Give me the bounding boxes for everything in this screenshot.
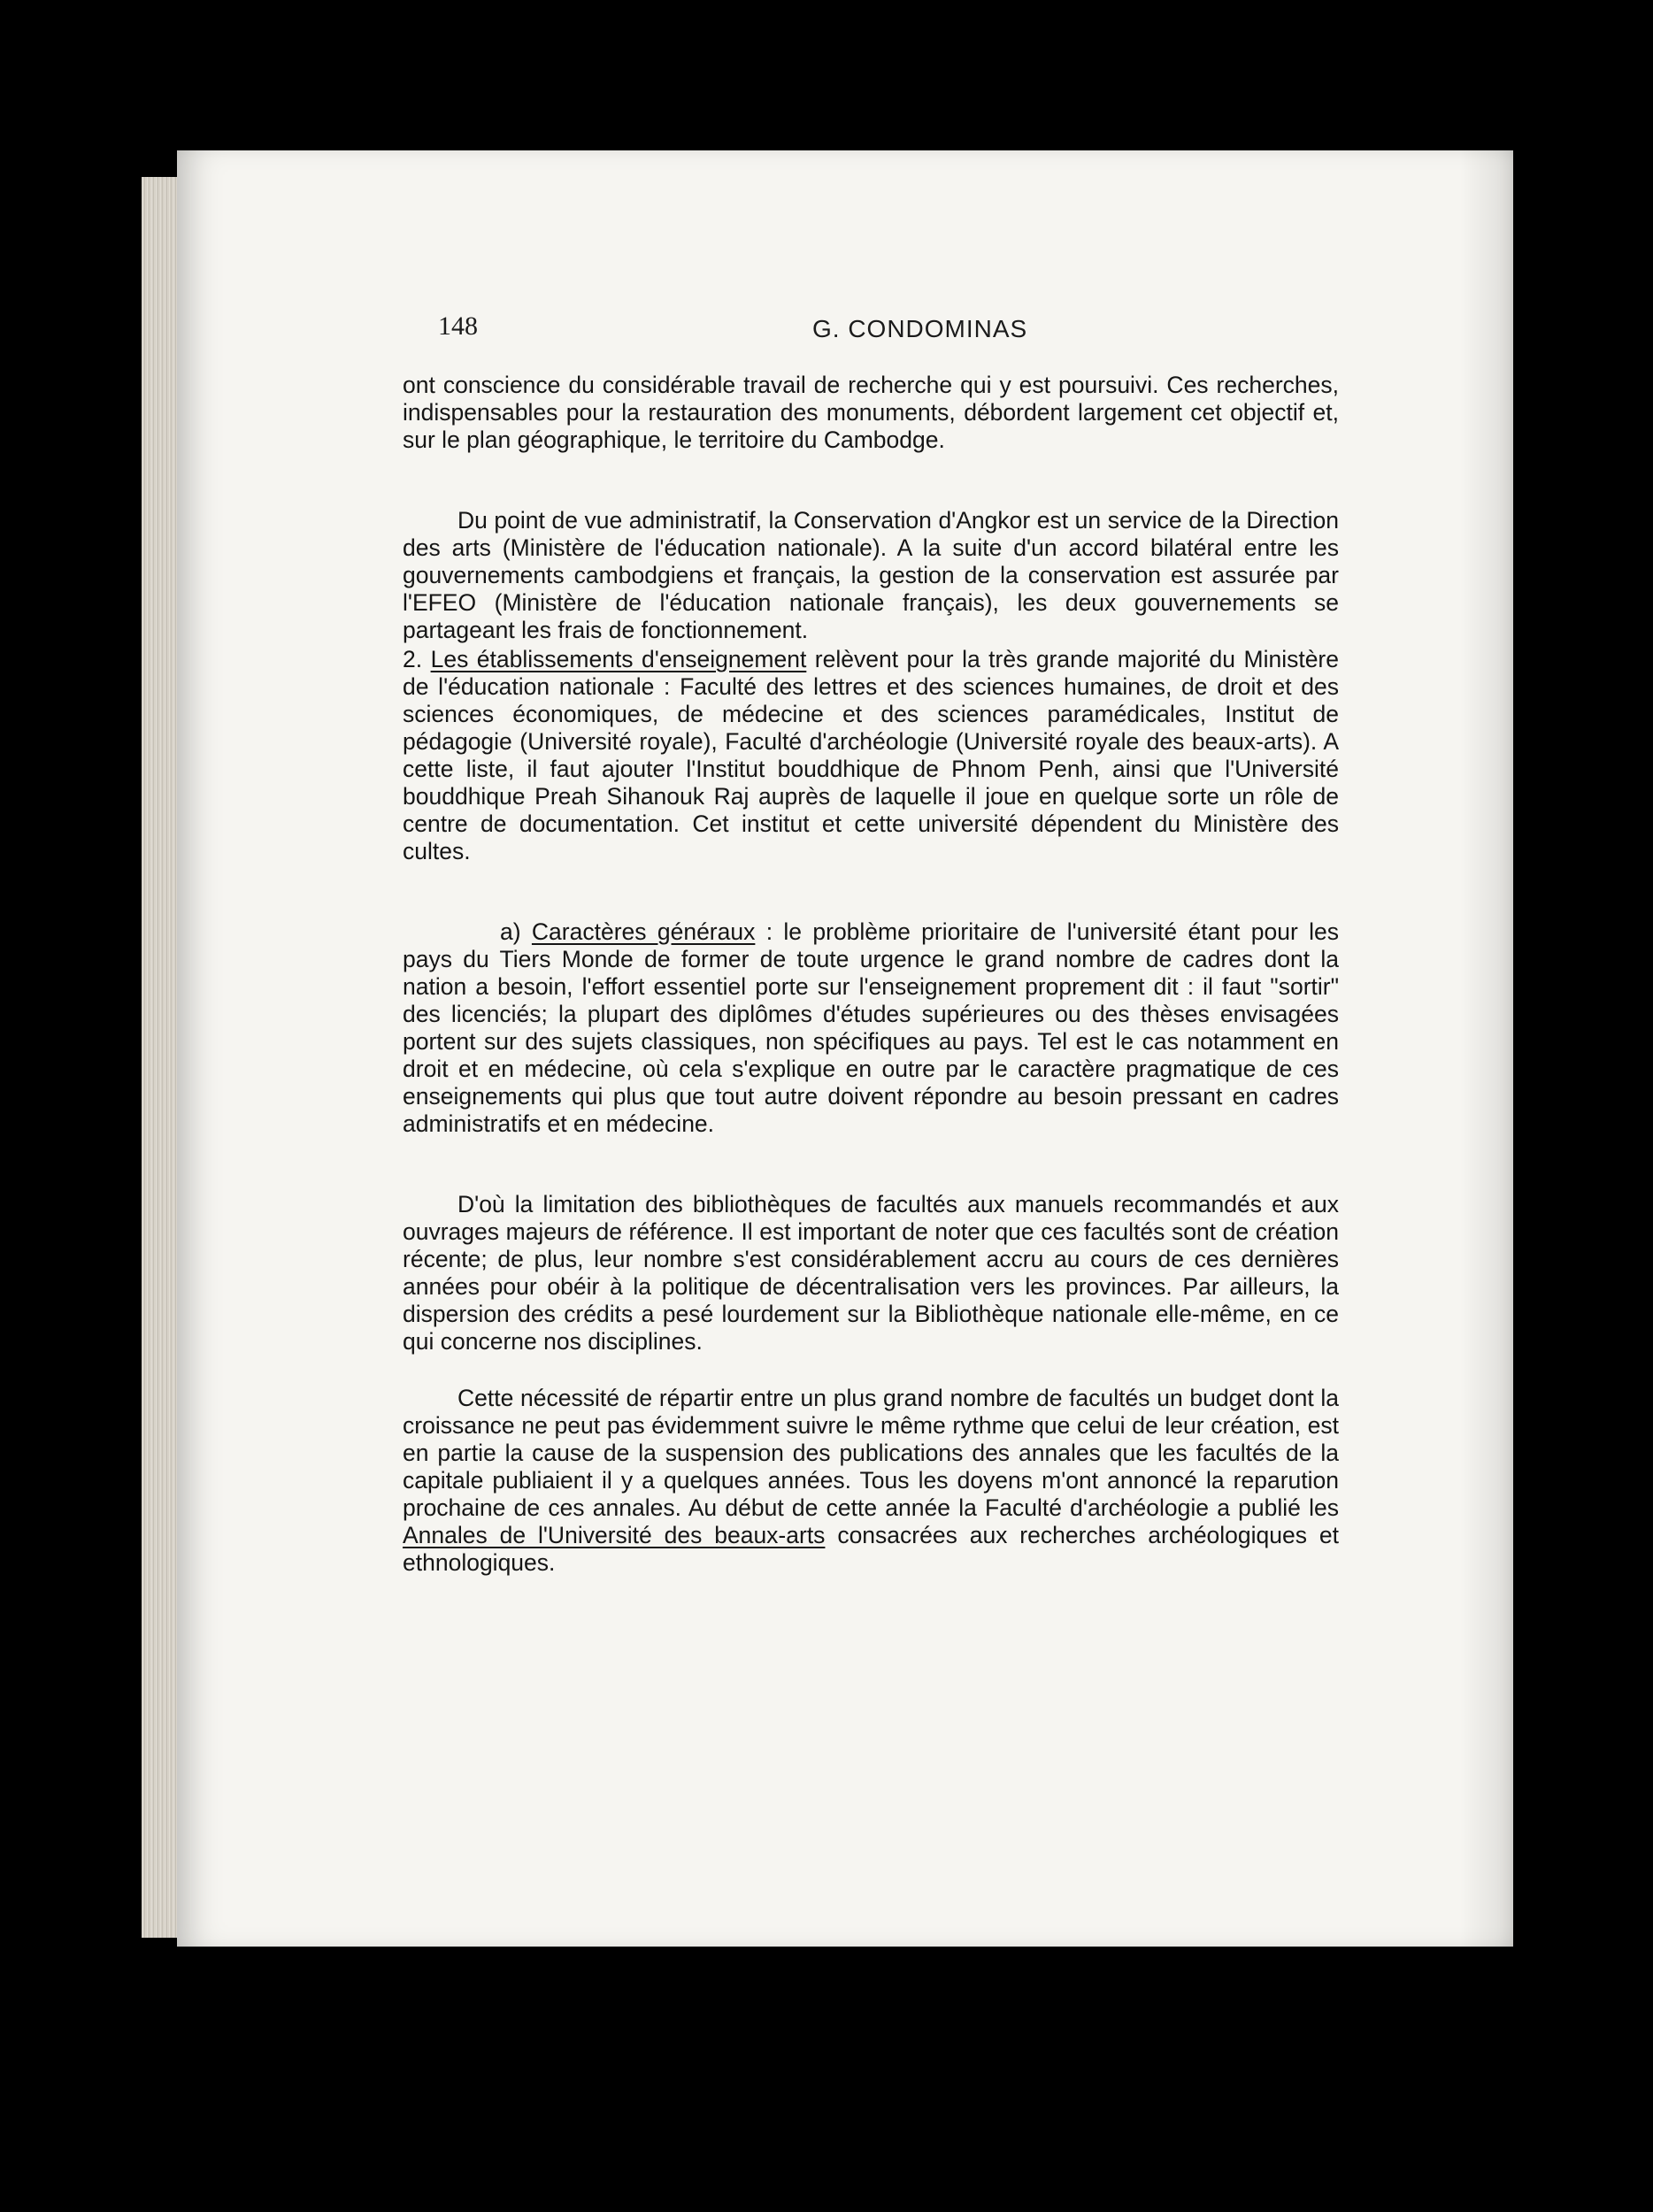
paragraph-3-text: relèvent pour la très grande majorité du Ministère de l'éducation nationale : Faculté des lettres et des sciences humaines, de droit et des sciences économiques, de médecine et des sciences paramédicales, Institut de pédagogie (Université royale), Faculté d'archéologie (Université royale des beaux-arts). A cette liste, il faut ajouter l'Institut bouddhique de Phnom Penh, ainsi que l'Université bouddhique Preah Sihanouk Raj auprès de laquelle il joue en quelque sorte un rôle de centre de documentation. Cet institut et cette université dépendent du Ministère des cultes. — [403, 646, 1339, 864]
running-head-author: G. CONDOMINAS — [812, 315, 1028, 342]
subsection-title-underlined: Caractères généraux — [531, 918, 756, 945]
paragraph-6-text-start: Cette nécessité de répartir entre un plus grand nombre de facultés un budget dont la croissance ne peut pas évidemment suivre le même rythme que celui de leur création, est en partie la cause de la suspension des publications des annales que les facultés de la capitale publiaient il y a quelques années. Tous les doyens m'ont annoncé la reparution prochaine de ces annales. Au début de cette année la Faculté d'archéologie a publié les — [403, 1385, 1339, 1521]
paragraph-6 — [403, 1385, 1339, 1577]
paragraph-4-text: : le problème prioritaire de l'université étant pour les pays du Tiers Monde de former de toute urgence le grand nombre de cadres dont la nation a besoin, l'effort essentiel porte sur l'enseignement proprement dit : il faut "sortir" des licenciés; la plupart des diplômes d'études supérieures ou des thèses envisagées portent sur des sujets classiques, non spécifiques au pays. Tel est le cas notamment en droit et en médecine, où cela s'explique en outre par le caractère pragmatique de ces enseignements qui plus que tout autre doivent répondre au besoin pressant en cadres administratifs et en médecine. — [403, 918, 1339, 1137]
body-text — [403, 372, 1339, 1577]
page-number: 148 — [438, 311, 478, 341]
paragraph-6-text-end: consacrées aux recherches archéologiques et ethnologiques. — [403, 1522, 1339, 1576]
paragraph-5: D'où la limitation des bibliothèques de facultés aux manuels recommandés et aux ouvrages majeurs de référence. Il est important de noter que ces facultés sont de création récente; de plus, leur nombre s'est considérablement accru au cours de ces dernières années pour obéir à la politique de décentralisation vers les provinces. Par ailleurs, la dispersion des crédits a pesé lourdement sur la Bibliothèque nationale elle-même, en ce qui concerne nos disciplines. — [403, 1191, 1339, 1355]
paragraph-2: Du point de vue administratif, la Conservation d'Angkor est un service de la Direction des arts (Ministère de l'éducation nationale). A la suite d'un accord bilatéral entre les gouvernements cambodgiens et français, la gestion de la conservation est assurée par l'EFEO (Ministère de l'éducation nationale français), les deux gouvernements se partageant les frais de fonctionnement. — [403, 507, 1339, 643]
section-number: 2. — [403, 646, 423, 672]
publication-title-underlined: Annales de l'Université des beaux-arts — [403, 1522, 826, 1548]
section-title-underlined: Les établissements d'enseignement — [430, 646, 807, 672]
paragraph-4 — [403, 918, 1339, 1138]
paragraph-3 — [403, 646, 1339, 865]
spine-shadow — [1460, 150, 1513, 1947]
subsection-marker: a) — [500, 918, 521, 945]
paragraph-1: ont conscience du considérable travail de recherche qui y est poursuivi. Ces recherches, indispensables pour la restauration des monuments, débordent largement cet objectif et, sur le plan géographique, le territoire du Cambodge. — [403, 372, 1339, 453]
